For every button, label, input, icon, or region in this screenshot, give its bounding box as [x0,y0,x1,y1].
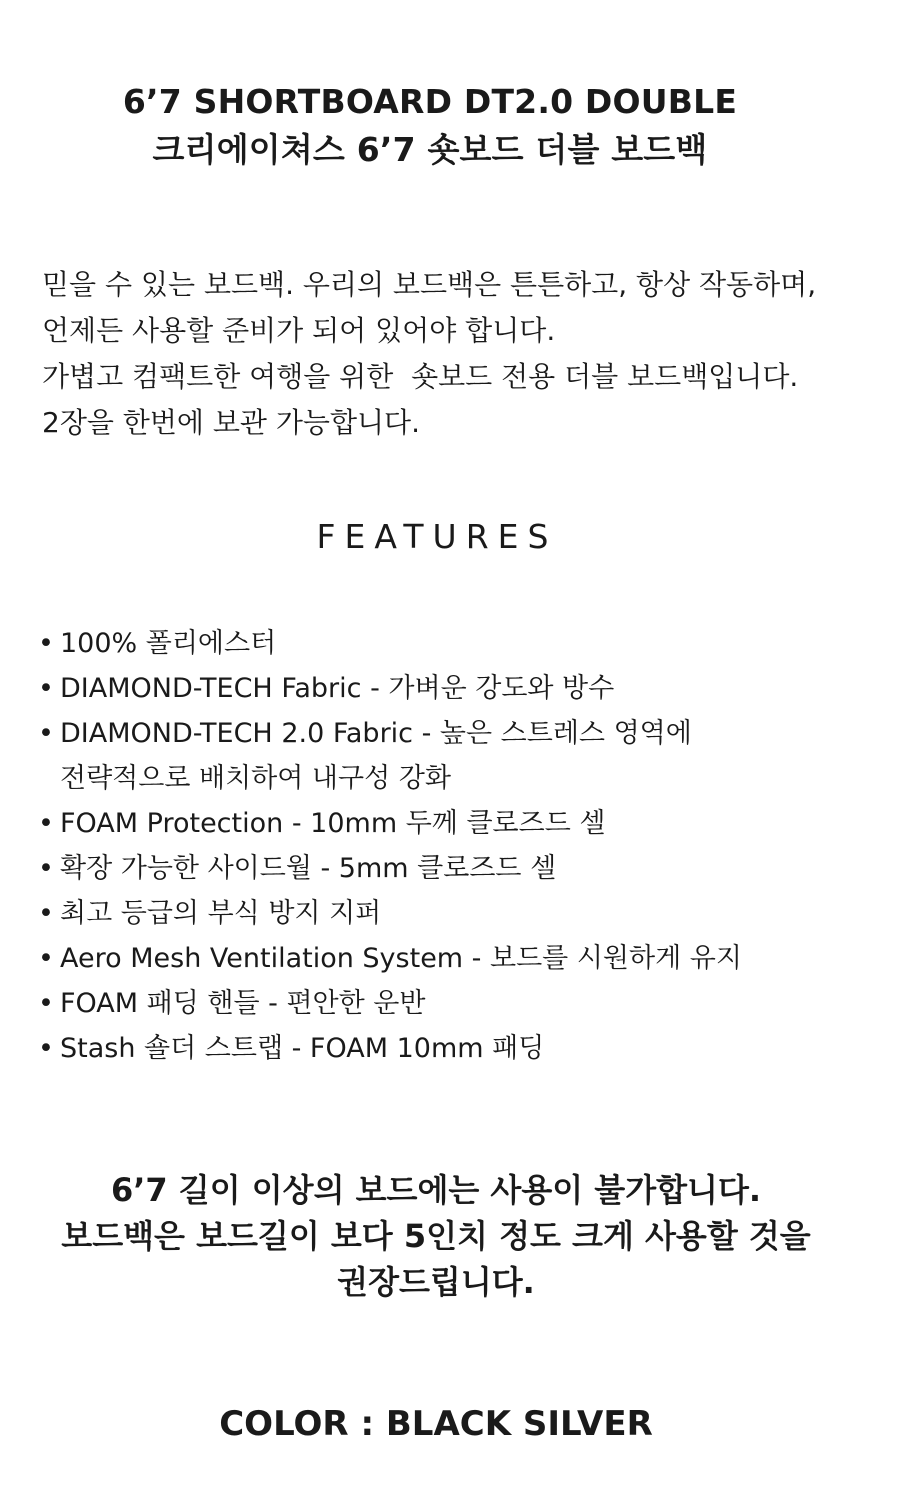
feature-text: 100% 폴리에스터 [60,628,277,659]
bullet-icon: • [38,943,54,974]
feature-item [38,891,878,936]
size-notice [0,1167,872,1305]
bullet-icon: • [38,988,54,1019]
description-line: 가볍고 컴팩트한 여행을 위한 숏보드 전용 더블 보드백입니다. [42,360,799,393]
product-description [42,262,872,446]
bullet-icon: • [38,808,54,839]
feature-item [38,936,878,981]
product-title-korean: 크리에이쳐스 6’7 숏보드 더블 보드백 [152,130,708,169]
bullet-icon: • [38,853,54,884]
notice-line: 6’7 길이 이상의 보드에는 사용이 불가합니다. [110,1171,762,1209]
feature-item [38,711,878,801]
feature-text: DIAMOND-TECH Fabric - 가벼운 강도와 방수 [60,673,615,704]
notice-line: 보드백은 보드길이 보다 5인치 정도 크게 사용할 것을 [61,1217,811,1255]
feature-text: 최고 등급의 부식 방지 지퍼 [60,898,382,929]
feature-text: DIAMOND-TECH 2.0 Fabric - 높은 스트레스 영역에 [60,718,692,749]
feature-text: 확장 가능한 사이드월 - 5mm 클로즈드 셀 [60,853,557,884]
bullet-icon: • [38,673,54,704]
feature-text: Stash 숄더 스트랩 - FOAM 10mm 패딩 [60,1033,545,1064]
feature-item [38,666,878,711]
bullet-icon: • [38,718,54,749]
feature-item [38,981,878,1026]
feature-item [38,846,878,891]
color-info: COLOR : BLACK SILVER [219,1404,653,1444]
bullet-icon: • [38,898,54,929]
bullet-icon: • [38,628,54,659]
bullet-icon: • [38,1033,54,1064]
features-list [38,621,878,1071]
description-line: 2장을 한번에 보관 가능합니다. [42,406,420,439]
feature-item [38,1026,878,1071]
product-title-english: 6’7 SHORTBOARD DT2.0 DOUBLE [122,82,738,121]
feature-item [38,621,878,666]
features-heading: FEATURES [316,517,558,556]
product-title [0,78,860,174]
feature-text: FOAM Protection - 10mm 두께 클로즈드 셀 [60,808,606,839]
feature-text-continuation: 전략적으로 배치하여 내구성 강화 [60,763,451,794]
feature-text: FOAM 패딩 핸들 - 편안한 운반 [60,988,426,1019]
feature-item [38,801,878,846]
description-line: 믿을 수 있는 보드백. 우리의 보드백은 튼튼하고, 항상 작동하며, [42,268,817,301]
notice-line: 권장드립니다. [337,1263,535,1301]
feature-text: Aero Mesh Ventilation System - 보드를 시원하게 유지 [60,943,742,974]
description-line: 언제든 사용할 준비가 되어 있어야 합니다. [42,314,556,347]
